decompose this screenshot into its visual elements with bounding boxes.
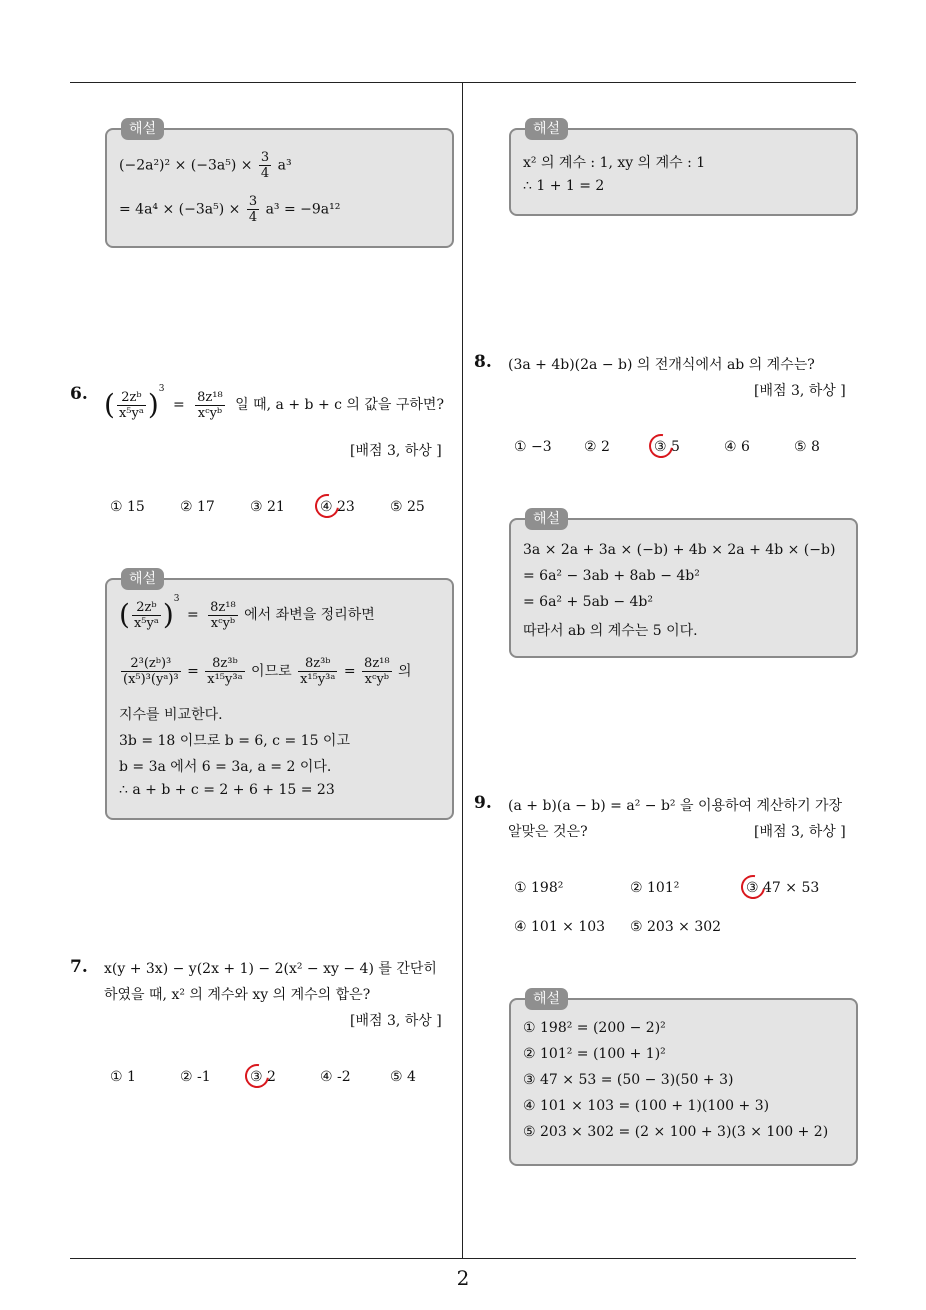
solution-box-q9 (509, 991, 858, 1166)
question-7-line1: x(y + 3x) − y(2x + 1) − 2(x² − xy − 4) 를 간단히 (104, 961, 437, 977)
q9-choice-1[interactable]: ① 198² (514, 880, 564, 896)
question-8-points: [배점 3, 하상 ] (754, 383, 846, 399)
question-7-number: 7. (70, 957, 88, 977)
question-9-points: [배점 3, 하상 ] (754, 824, 846, 840)
solution-q8-line2: = 6a² − 3ab + 8ab − 4b² (523, 568, 700, 584)
q6-choice-3[interactable]: ③ 21 (250, 499, 285, 515)
question-9-number: 9. (474, 793, 492, 813)
solution-q9-line3: ③ 47 × 53 = (50 − 3)(50 + 3) (523, 1072, 734, 1088)
q8-choice-3[interactable]: ③ 5 (654, 439, 680, 455)
solution-q8-line4: 따라서 ab 의 계수는 5 이다. (523, 623, 698, 639)
solution-q6-line5: b = 3a 에서 6 = 3a, a = 2 이다. (119, 759, 332, 775)
solution-q5-line2: = 4a⁴ × (−3a⁵) × $\frac{3}{4}$ a³ = −9a¹² (119, 194, 341, 225)
solution-q6-line3: 지수를 비교한다. (119, 707, 223, 723)
top-rule (70, 82, 856, 83)
solution-q9-line5: ⑤ 203 × 302 = (2 × 100 + 3)(3 × 100 + 2) (523, 1124, 829, 1140)
fraction: $\frac{3}{4}$ (260, 150, 270, 181)
q7-choice-1[interactable]: ① 1 (110, 1069, 136, 1085)
answer-mark-q8 (644, 429, 677, 462)
q9-choice-2[interactable]: ② 101² (630, 880, 680, 896)
solution-label: 해설 (121, 568, 164, 590)
solution-label: 해설 (525, 508, 568, 530)
solution-q6-line1: ( $\frac{\text{2zᵇ}}{\text{x⁵yᵃ}}$ )$^3$ = $\frac{\text{8z¹⁸}}{\text{xᶜyᵇ}}$ 에서 좌변을 정리하면 (119, 594, 375, 631)
question-6-text: ( $\frac{\text{2zᵇ}}{\text{x⁵yᵃ}}$ )$^3$ = $\frac{\text{8z¹⁸}}{\text{xᶜyᵇ}}$ 일 때, a + b + c 의 값을 구하면? (104, 384, 444, 421)
question-6-points: [배점 3, 하상 ] (350, 443, 442, 459)
q7-choice-4[interactable]: ④ -2 (320, 1069, 351, 1085)
q6-choice-4[interactable]: ④ 23 (320, 499, 355, 515)
solution-box-q5 (105, 121, 454, 248)
solution-q6-line2: $\frac{\text{2³(zᵇ)³}}{\text{(x⁵)³(yᵃ)³}}$ = $\frac{\text{8z³ᵇ}}{\text{x¹⁵y³ᵃ}}$ 이므로 $\frac{\text{8z³ᵇ}}{\text{x¹⁵y³ᵃ}}$ = $\frac{\text{8z¹⁸}}{\text{xᶜyᵇ}}$ 의 (123, 656, 412, 687)
q9-choice-4[interactable]: ④ 101 × 103 (514, 919, 606, 935)
question-8-line1: (3a + 4b)(2a − b) 의 전개식에서 ab 의 계수는? (508, 357, 815, 373)
question-8-number: 8. (474, 352, 492, 372)
solution-label: 해설 (525, 118, 568, 140)
q6-choice-5[interactable]: ⑤ 25 (390, 499, 425, 515)
solution-q6-line4: 3b = 18 이므로 b = 6, c = 15 이고 (119, 733, 350, 749)
question-9-line2: 알맞은 것은? (508, 824, 588, 840)
solution-q9-line4: ④ 101 × 103 = (100 + 1)(100 + 3) (523, 1098, 770, 1114)
q8-choice-2[interactable]: ② 2 (584, 439, 610, 455)
question-7-line2: 하였을 때, x² 의 계수와 xy 의 계수의 합은? (104, 987, 371, 1003)
solution-box-top-right (509, 121, 858, 216)
solution-q5-line1: (−2a²)² × (−3a⁵) × $\frac{3}{4}$ a³ (119, 150, 292, 181)
answer-mark-q7 (240, 1059, 273, 1092)
fraction: $\frac{\text{8z³ᵇ}}{\text{x¹⁵y³ᵃ}}$ (207, 656, 243, 687)
q7-choice-3[interactable]: ③ 2 (250, 1069, 276, 1085)
solution-label: 해설 (121, 118, 164, 140)
q7-choice-5[interactable]: ⑤ 4 (390, 1069, 416, 1085)
solution-top-right-line1: x² 의 계수 : 1, xy 의 계수 : 1 (523, 155, 706, 171)
q6-choice-1[interactable]: ① 15 (110, 499, 145, 515)
solution-top-right-line2: ∴ 1 + 1 = 2 (523, 178, 605, 194)
solution-box-q8 (509, 511, 858, 658)
fraction: $\frac{\text{8z¹⁸}}{\text{xᶜyᵇ}}$ (364, 656, 390, 687)
solution-q8-line3: = 6a² + 5ab − 4b² (523, 594, 654, 610)
q7-choice-2[interactable]: ② -1 (180, 1069, 211, 1085)
fraction: $\frac{\text{2zᵇ}}{\text{x⁵yᵃ}}$ (133, 599, 159, 631)
q8-choice-5[interactable]: ⑤ 8 (794, 439, 820, 455)
page-number: 2 (456, 1266, 470, 1290)
fraction: $\frac{\text{8z¹⁸}}{\text{xᶜyᵇ}}$ (197, 389, 223, 421)
fraction: $\frac{3}{4}$ (248, 194, 258, 225)
solution-label: 해설 (525, 988, 568, 1010)
fraction: $\frac{\text{8z¹⁸}}{\text{xᶜyᵇ}}$ (210, 599, 236, 631)
question-9-line1: (a + b)(a − b) = a² − b² 을 이용하여 계산하기 가장 (508, 798, 843, 814)
solution-q9-line2: ② 101² = (100 + 1)² (523, 1046, 666, 1062)
solution-q8-line1: 3a × 2a + 3a × (−b) + 4b × 2a + 4b × (−b) (523, 542, 836, 558)
bottom-rule (70, 1258, 856, 1259)
q9-choice-3[interactable]: ③ 47 × 53 (746, 880, 820, 896)
question-6-number: 6. (70, 384, 88, 404)
solution-box-q6 (105, 571, 454, 820)
q9-choice-5[interactable]: ⑤ 203 × 302 (630, 919, 722, 935)
q6-choice-2[interactable]: ② 17 (180, 499, 215, 515)
fraction: $\frac{\text{2³(zᵇ)³}}{\text{(x⁵)³(yᵃ)³}}$ (123, 656, 179, 687)
question-7-points: [배점 3, 하상 ] (350, 1013, 442, 1029)
column-divider (462, 82, 463, 1258)
answer-mark-q9 (736, 870, 769, 903)
fraction: $\frac{\text{8z³ᵇ}}{\text{x¹⁵y³ᵃ}}$ (300, 656, 336, 687)
solution-q6-line6: ∴ a + b + c = 2 + 6 + 15 = 23 (119, 782, 335, 798)
solution-q9-line1: ① 198² = (200 − 2)² (523, 1020, 666, 1036)
fraction: $\frac{\text{2zᵇ}}{\text{x⁵yᵃ}}$ (118, 389, 144, 421)
q8-choice-1[interactable]: ① −3 (514, 439, 552, 455)
q8-choice-4[interactable]: ④ 6 (724, 439, 750, 455)
answer-mark-q6 (310, 489, 343, 522)
